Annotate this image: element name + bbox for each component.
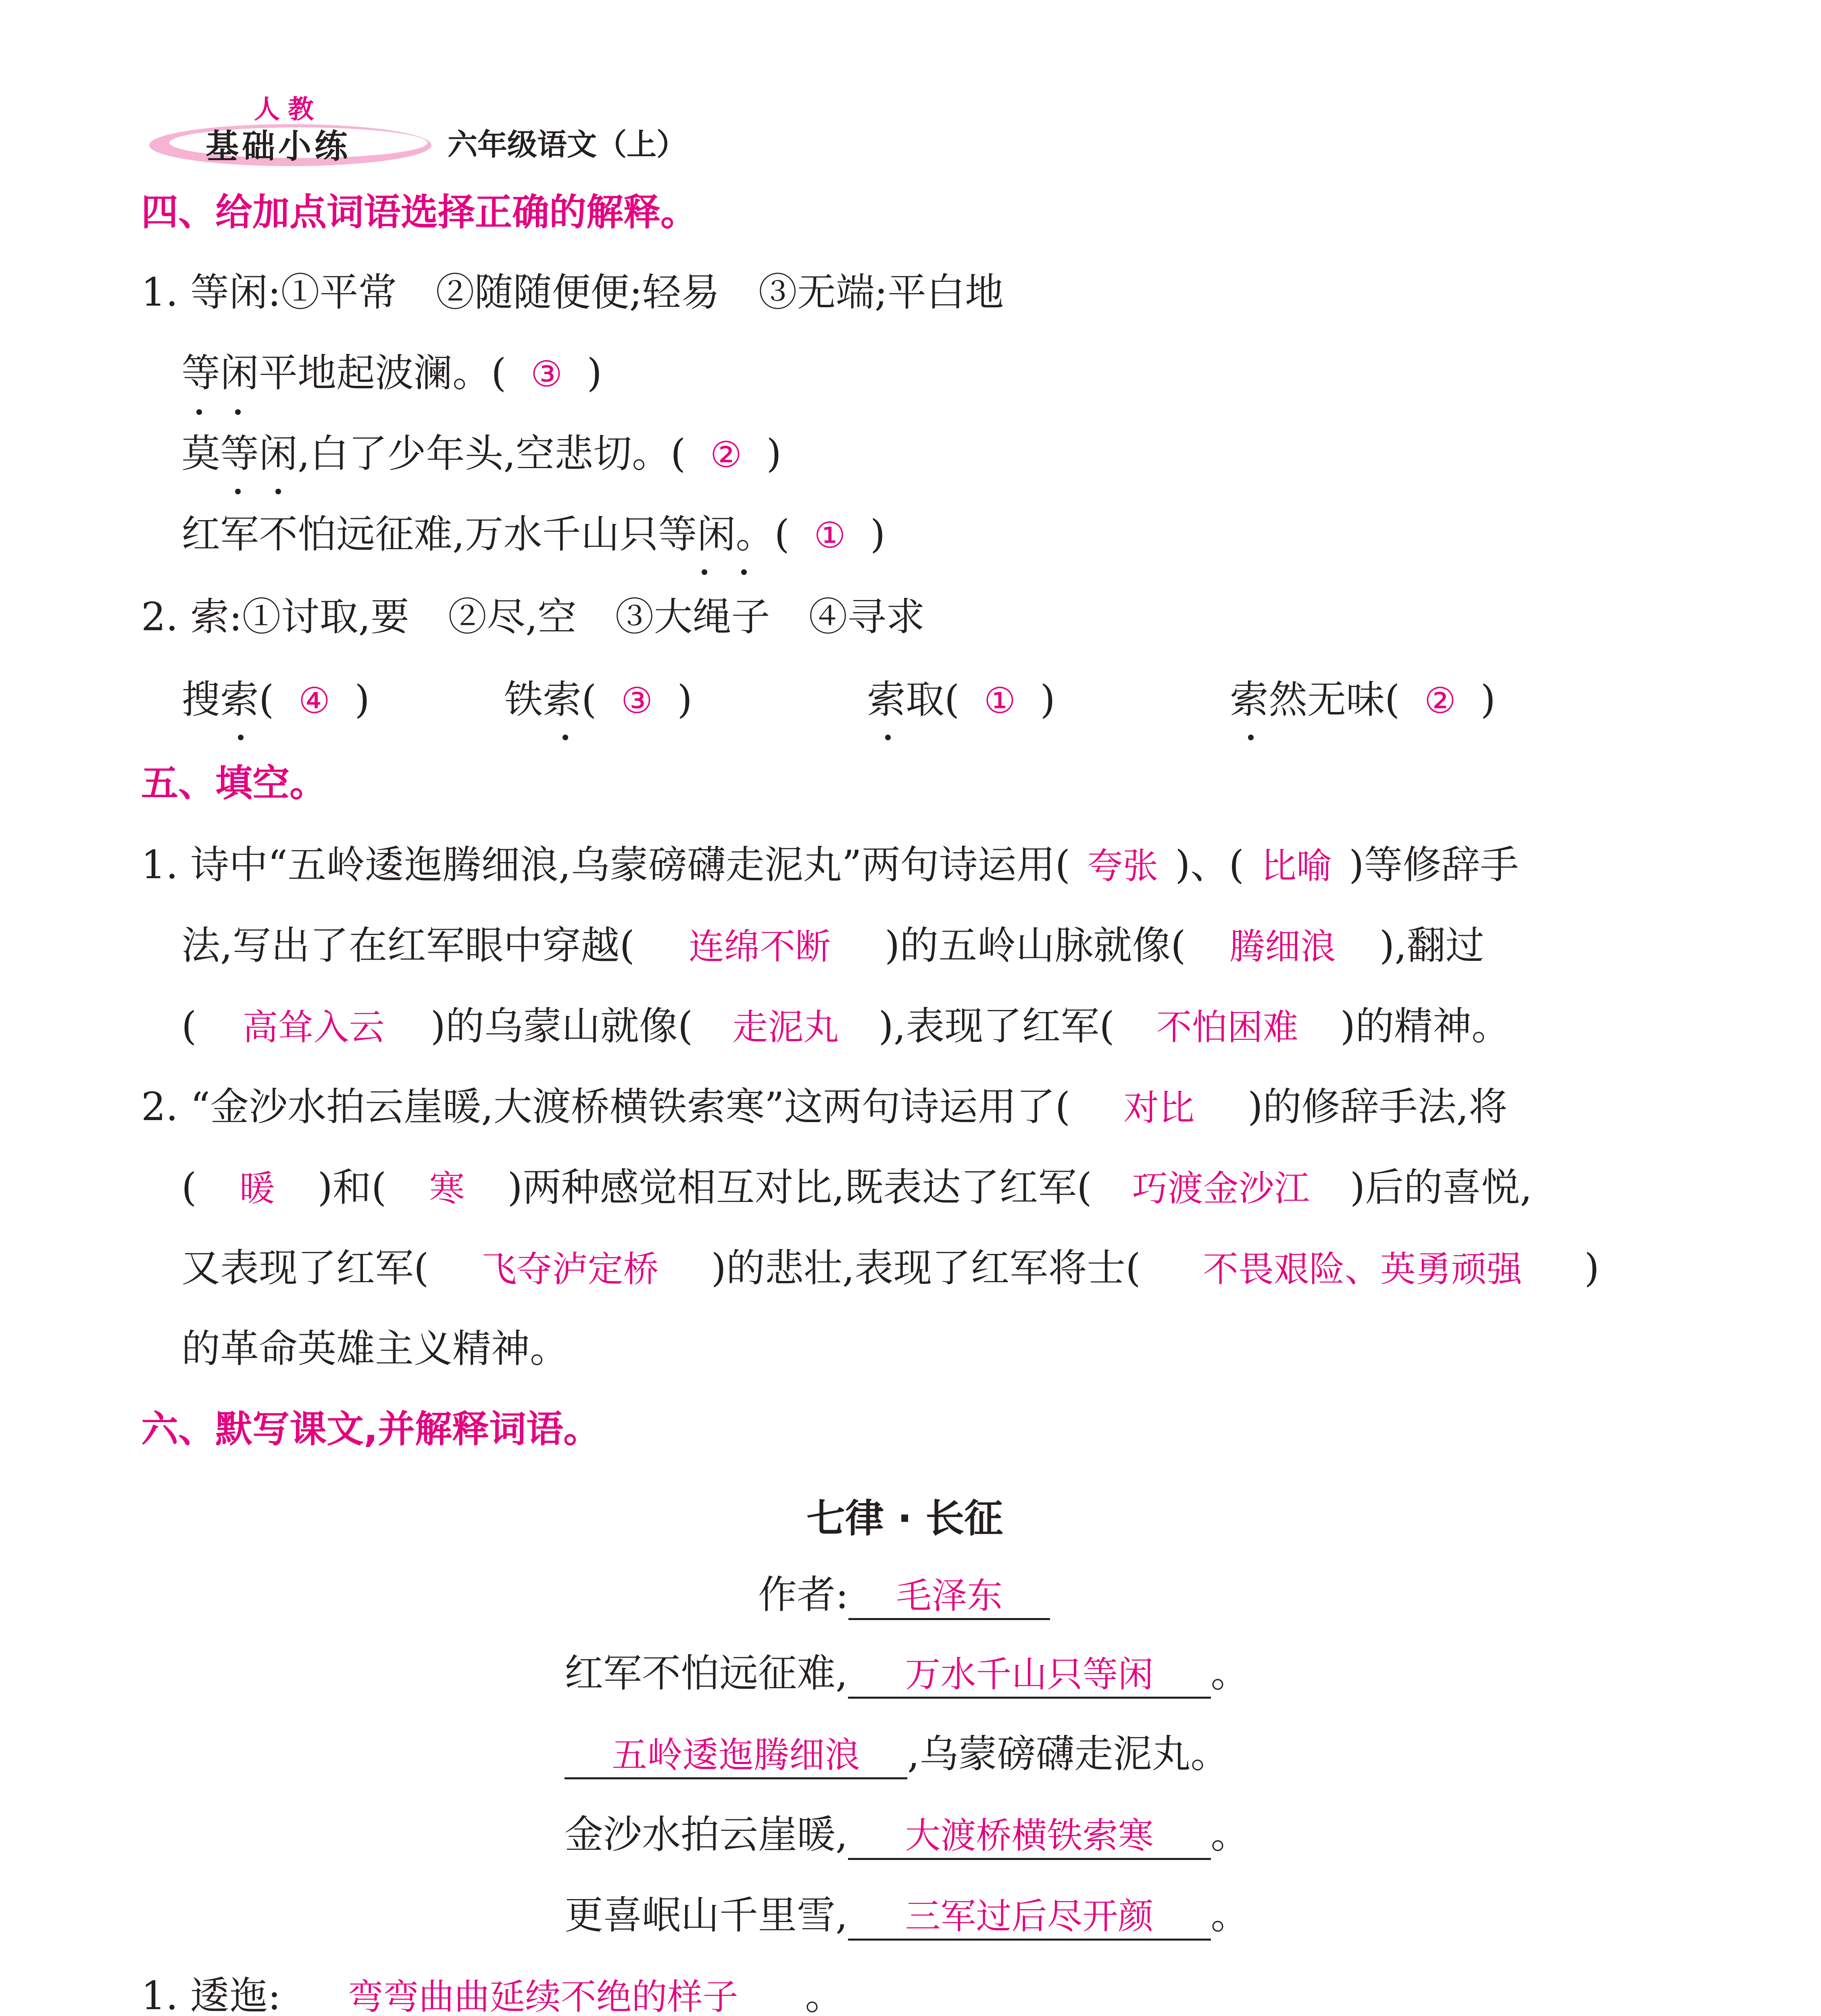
answer: 比喻	[1261, 845, 1332, 887]
emphasis-dot	[563, 735, 568, 740]
answer: 夸张	[1087, 845, 1158, 887]
answer: ③	[531, 353, 563, 395]
emphasis-dot	[275, 489, 281, 494]
s5-q2-line3: 又表现了红军( 飞夺泸定桥 )的悲壮,表现了红军将士( 不畏艰险、英勇顽强 )	[181, 1242, 1599, 1295]
answer: ②	[1424, 680, 1456, 721]
answer: ④	[298, 680, 330, 721]
term-item: 1. 逶迤: 弯弯曲曲延续不绝的样子 。	[141, 1970, 844, 2016]
answer: 弯弯曲曲延续不绝的样子	[281, 1975, 805, 2016]
section4-heading: 四、给加点词语选择正确的解释。	[141, 191, 698, 234]
answer: ①	[984, 680, 1016, 721]
answer: 不怕困难	[1156, 1006, 1298, 1048]
answer: 腾细浪	[1229, 926, 1336, 967]
s4-q2-item: 索然无味( ② )	[1230, 673, 1496, 727]
poem-line4: 更喜岷山千里雪, 三军过后尽开颜 。	[565, 1889, 1250, 1941]
poem-title: 七律 · 长征	[806, 1496, 1003, 1541]
s5-q2-line1: 2. “金沙水拍云崖暖,大渡桥横铁索寒”这两句诗运用了( 对比 )的修辞手法,将	[141, 1081, 1507, 1134]
header-publisher: 人教	[254, 95, 322, 125]
s4-q2-item: 搜索( ④ )	[181, 673, 370, 727]
s4-q1-stem: 1. 等闲:①平常 ②随随便便;轻易 ③无端;平白地	[141, 270, 1004, 315]
s4-q1-sentence2: 莫等闲,白了少年头,空悲切。( ② )	[181, 427, 781, 481]
poem-author: 作者: 毛泽东	[758, 1568, 1050, 1621]
answer: ①	[814, 514, 846, 556]
emphasis-dot	[238, 735, 244, 740]
answer: 寒	[429, 1168, 465, 1209]
answer: 万水千山只等闲	[848, 1652, 1211, 1699]
s5-q2-line4: 的革命英雄主义精神。	[181, 1326, 569, 1371]
answer: 对比	[1123, 1087, 1195, 1129]
emphasis-dot	[235, 409, 241, 415]
answer: 走泥丸	[732, 1006, 839, 1048]
s4-q1-sentence1: 等闲平地起波澜。( ③ )	[181, 347, 602, 400]
answer: 巧渡金沙江	[1132, 1168, 1310, 1209]
answer: 不畏艰险、英勇顽强	[1202, 1248, 1522, 1290]
emphasis-dot	[885, 735, 891, 740]
poem-line1: 红军不怕远征难, 万水千山只等闲 。	[565, 1647, 1250, 1699]
s5-q1-line2: 法,写出了在红军眼中穿越( 连绵不断 )的五岭山脉就像( 腾细浪 ),翻过	[181, 919, 1484, 973]
answer: 连绵不断	[688, 926, 831, 967]
answer: 暖	[239, 1168, 275, 1209]
s5-q2-line2: ( 暖 )和( 寒 )两种感觉相互对比,既表达了红军( 巧渡金沙江 )后的喜悦,	[181, 1161, 1532, 1215]
section6-heading: 六、默写课文,并解释词语。	[141, 1408, 600, 1451]
author-answer: 毛泽东	[848, 1574, 1050, 1620]
answer: ③	[621, 680, 653, 721]
s4-q1-sentence3: 红军不怕远征难,万水千山只等闲。( ① )	[181, 508, 885, 562]
emphasis-dot	[235, 489, 241, 494]
s5-q1-line3: ( 高耸入云 )的乌蒙山就像( 走泥丸 ),表现了红军( 不怕困难 )的精神。	[181, 1000, 1510, 1054]
emphasis-dot	[196, 409, 202, 415]
header-series: 基础小练	[206, 127, 351, 166]
emphasis-dot	[702, 569, 707, 575]
s4-q2-item: 铁索( ③ )	[504, 673, 692, 727]
s4-q2-item: 索取( ① )	[867, 673, 1055, 727]
answer: 大渡桥横铁索寒	[848, 1814, 1211, 1860]
s5-q1-line1: 1. 诗中“五岭逶迤腾细浪,乌蒙磅礴走泥丸”两句诗运用( 夸张 )、( 比喻 )等修辞手	[141, 839, 1519, 892]
answer: 高耸入云	[242, 1006, 385, 1048]
answer: 五岭逶迤腾细浪	[565, 1733, 907, 1779]
header-grade-subject: 六年级语文（上）	[448, 127, 686, 162]
header-banner	[145, 95, 435, 169]
emphasis-dot	[741, 569, 747, 575]
answer: 飞夺泸定桥	[481, 1248, 659, 1290]
emphasis-dot	[1248, 735, 1254, 740]
answer: ②	[710, 434, 742, 475]
poem-line2: 五岭逶迤腾细浪 ,乌蒙磅礴走泥丸。	[565, 1728, 1229, 1780]
poem-line3: 金沙水拍云崖暖, 大渡桥横铁索寒 。	[565, 1808, 1250, 1861]
s4-q2-stem: 2. 索:①讨取,要 ②尽,空 ③大绳子 ④寻求	[141, 594, 925, 639]
answer: 三军过后尽开颜	[848, 1894, 1211, 1941]
section5-heading: 五、填空。	[141, 762, 327, 805]
